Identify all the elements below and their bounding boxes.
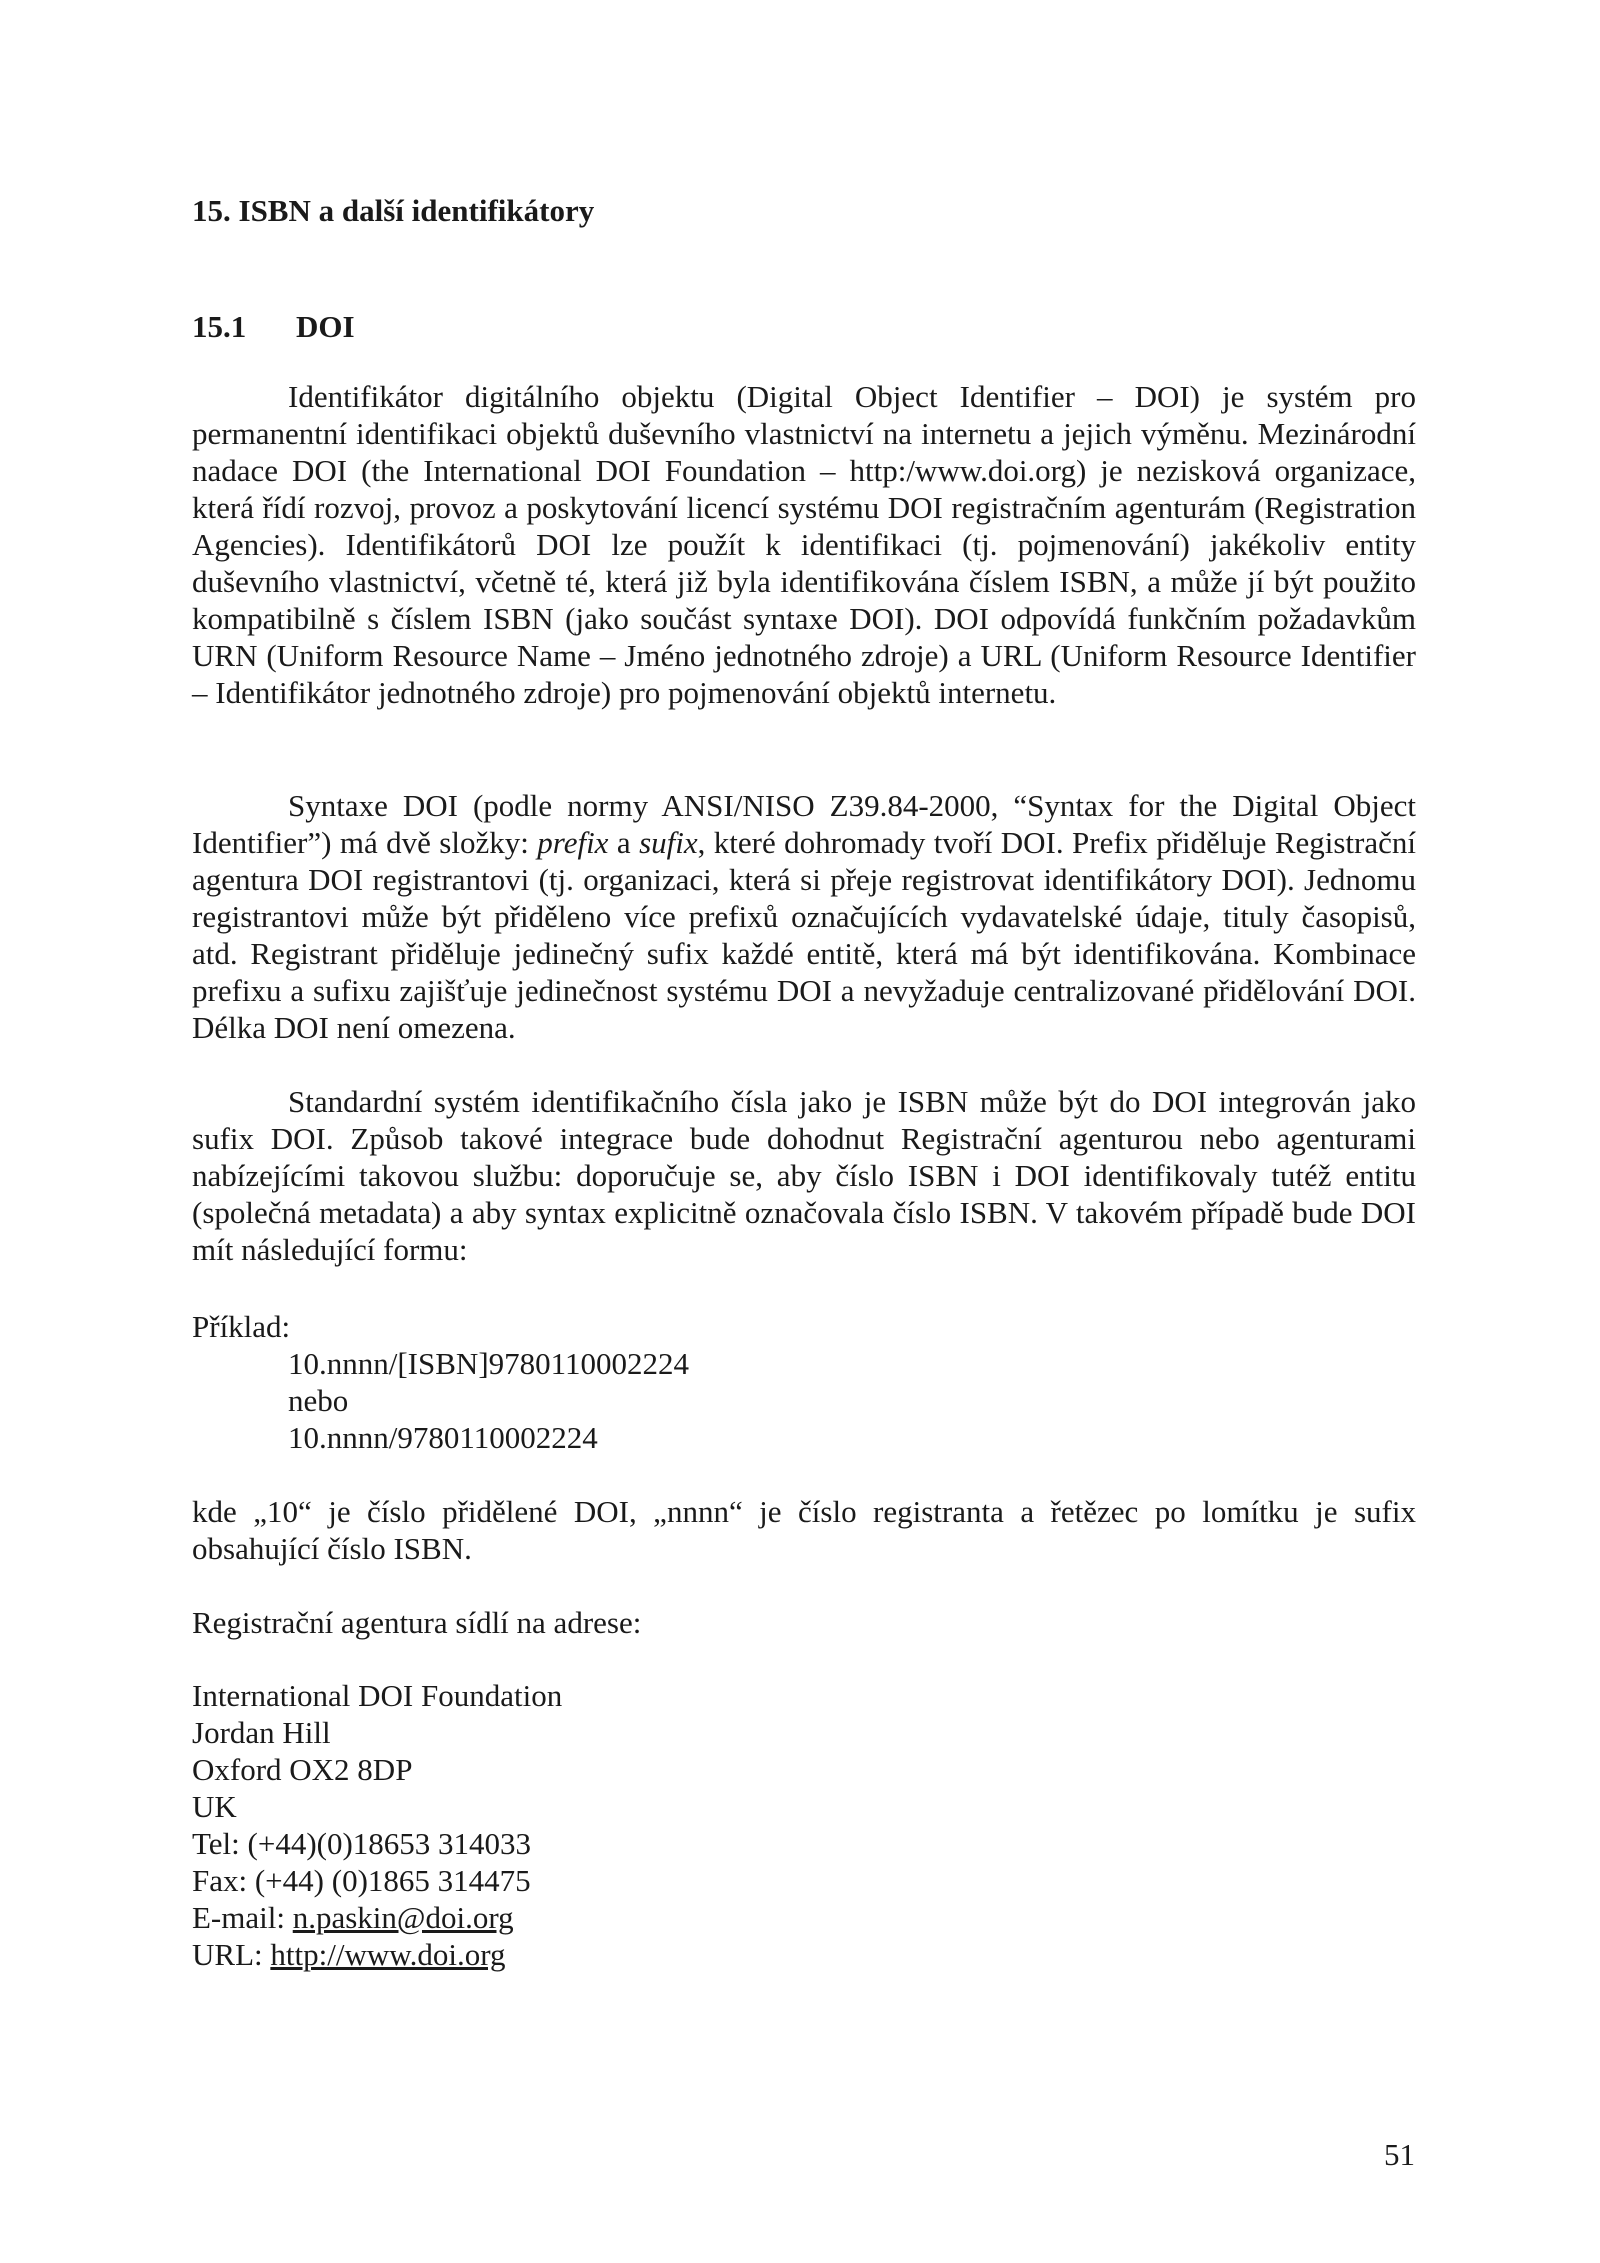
- address-country: UK: [192, 1789, 237, 1824]
- address-city: Oxford OX2 8DP: [192, 1752, 413, 1787]
- address-tel: Tel: (+44)(0)18653 314033: [192, 1826, 532, 1861]
- address-name: International DOI Foundation: [192, 1678, 563, 1713]
- syntax-text-2: a: [608, 825, 640, 860]
- syntax-text-1: Syntaxe DOI (podle normy ANSI/NISO Z39.84-2000, “Syntax for the Digital Object Identifier”) má dvě složky:: [192, 788, 1416, 860]
- paragraph-isbn-integration: Standardní systém identifikačního čísla jako je ISBN může být do DOI integrován jako sufix DOI. Způsob takové integrace bude dohodnut Registrační agenturou nebo agenturami nabízejícími takovou službu: doporučuje se, aby číslo ISBN i DOI identifikovaly tutéž entitu (společná metadata) a aby syntax explicitně označovala číslo ISBN. V takovém případě bude DOI mít následující formu:: [192, 1084, 1416, 1267]
- address-fax: Fax: (+44) (0)1865 314475: [192, 1863, 531, 1898]
- subsection-heading: [192, 308, 355, 345]
- example-separator: nebo: [288, 1383, 349, 1418]
- section-heading: 15. ISBN a další identifikátory: [192, 193, 595, 228]
- url-link[interactable]: http://www.doi.org: [270, 1937, 506, 1972]
- example-label: Příklad:: [192, 1309, 291, 1344]
- example-explanation: kde „10“ je číslo přidělené DOI, „nnnn“ je číslo registranta a řetězec po lomítku je sufix obsahující číslo ISBN.: [192, 1494, 1416, 1566]
- example-block: [288, 1345, 689, 1456]
- paragraph-doi-intro: Identifikátor digitálního objektu (Digital Object Identifier – DOI) je systém pro permanentní identifikaci objektů duševního vlastnictví na internetu a jejich výměnu. Mezinárodní nadace DOI (the International DOI Foundation – http:/www.doi.org) je nezisková organizace, která řídí rozvoj, provoz a poskytování licencí systému DOI registračním agenturám (Registration Agencies). Identifikátorů DOI lze použít k identifikaci (tj. pojmenování) jakékoliv entity duševního vlastnictví, včetně té, která již byla identifikována číslem ISBN, a může jí být použito kompatibilně s číslem ISBN (jako součást syntaxe DOI). DOI odpovídá funkčním požadavkům URN (Uniform Resource Name – Jméno jednotného zdroje) a URL (Uniform Resource Identifier – Identifikátor jednotného zdroje) pro pojmenování objektů internetu.: [192, 379, 1416, 710]
- address-street: Jordan Hill: [192, 1715, 331, 1750]
- page-number: 51: [1384, 2137, 1415, 2172]
- address-url-line: [192, 1936, 562, 1973]
- address-block: [192, 1677, 562, 1973]
- term-prefix: prefix: [537, 825, 609, 860]
- subsection-title: DOI: [296, 309, 355, 344]
- subsection-number: 15.1: [192, 309, 247, 344]
- email-label: E-mail:: [192, 1900, 293, 1935]
- registration-intro: Registrační agentura sídlí na adrese:: [192, 1605, 642, 1640]
- address-email-line: [192, 1899, 562, 1936]
- url-label: URL:: [192, 1937, 271, 1972]
- email-link[interactable]: n.paskin@doi.org: [292, 1900, 514, 1935]
- example-line: 10.nnnn/9780110002224: [288, 1420, 598, 1455]
- example-line: 10.nnnn/[ISBN]9780110002224: [288, 1346, 689, 1381]
- syntax-text-3: , které dohromady tvoří DOI. Prefix přiděluje Registrační agentura DOI registrantovi (tj. organizaci, která si přeje registrovat identifikátory DOI). Jednomu registrantovi může být přiděleno více prefixů označujících vydavatelské údaje, tituly časopisů, atd. Registrant přiděluje jedinečný sufix každé entitě, která má být identifikována. Kombinace prefixu a sufixu zajišťuje jedinečnost systému DOI a nevyžaduje centralizované přidělování DOI. Délka DOI není omezena.: [192, 825, 1416, 1045]
- paragraph-doi-syntax: [192, 787, 1416, 1046]
- term-sufix: sufix: [639, 825, 698, 860]
